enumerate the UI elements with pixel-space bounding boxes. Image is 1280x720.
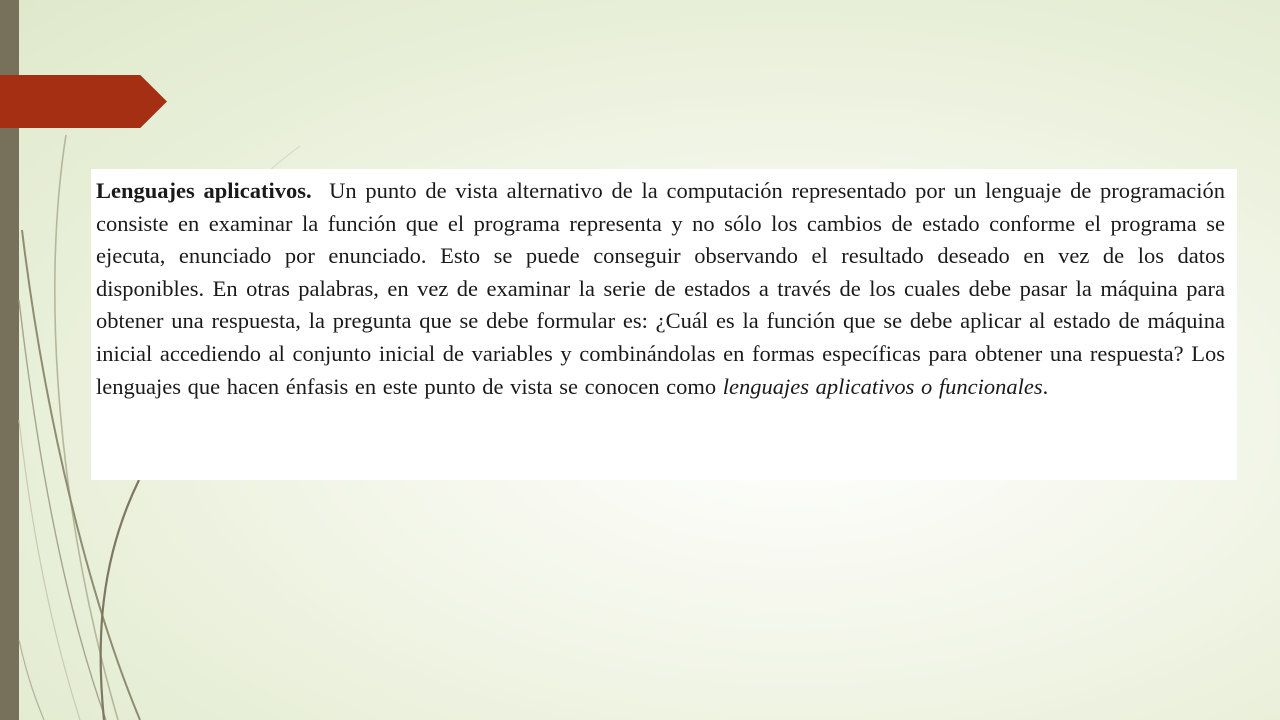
body-text: Un punto de vista alternativo de la computación representado por un lenguaje de programación consiste en examinar la función que el programa representa y no sólo los cambios de estado conforme el programa se ejecuta, enunciado por enunciado. Esto se puede conseguir observando el resultado deseado en vez de los datos disponibles. En otras palabras, en vez de examinar la serie de estados a través de los cuales debe pasar la máquina para obtener una respuesta, la pregunta que se debe formular es: ¿Cuál es la función que se debe aplicar al estado de máquina inicial accediendo al conjunto inicial de variables y combinándolas en formas específicas para obtener una respuesta? Los lenguajes que hacen énfasis en este punto de vista se conocen como xyxy=(96,178,1226,399)
italic-term: lenguajes aplicativos o funcionales xyxy=(722,373,1043,399)
text-image-box xyxy=(91,169,1237,480)
end-punct: . xyxy=(1042,373,1049,399)
red-arrow-tab xyxy=(0,75,167,128)
paragraph xyxy=(96,175,1225,403)
heading-bold: Lenguajes aplicativos. xyxy=(96,178,312,203)
